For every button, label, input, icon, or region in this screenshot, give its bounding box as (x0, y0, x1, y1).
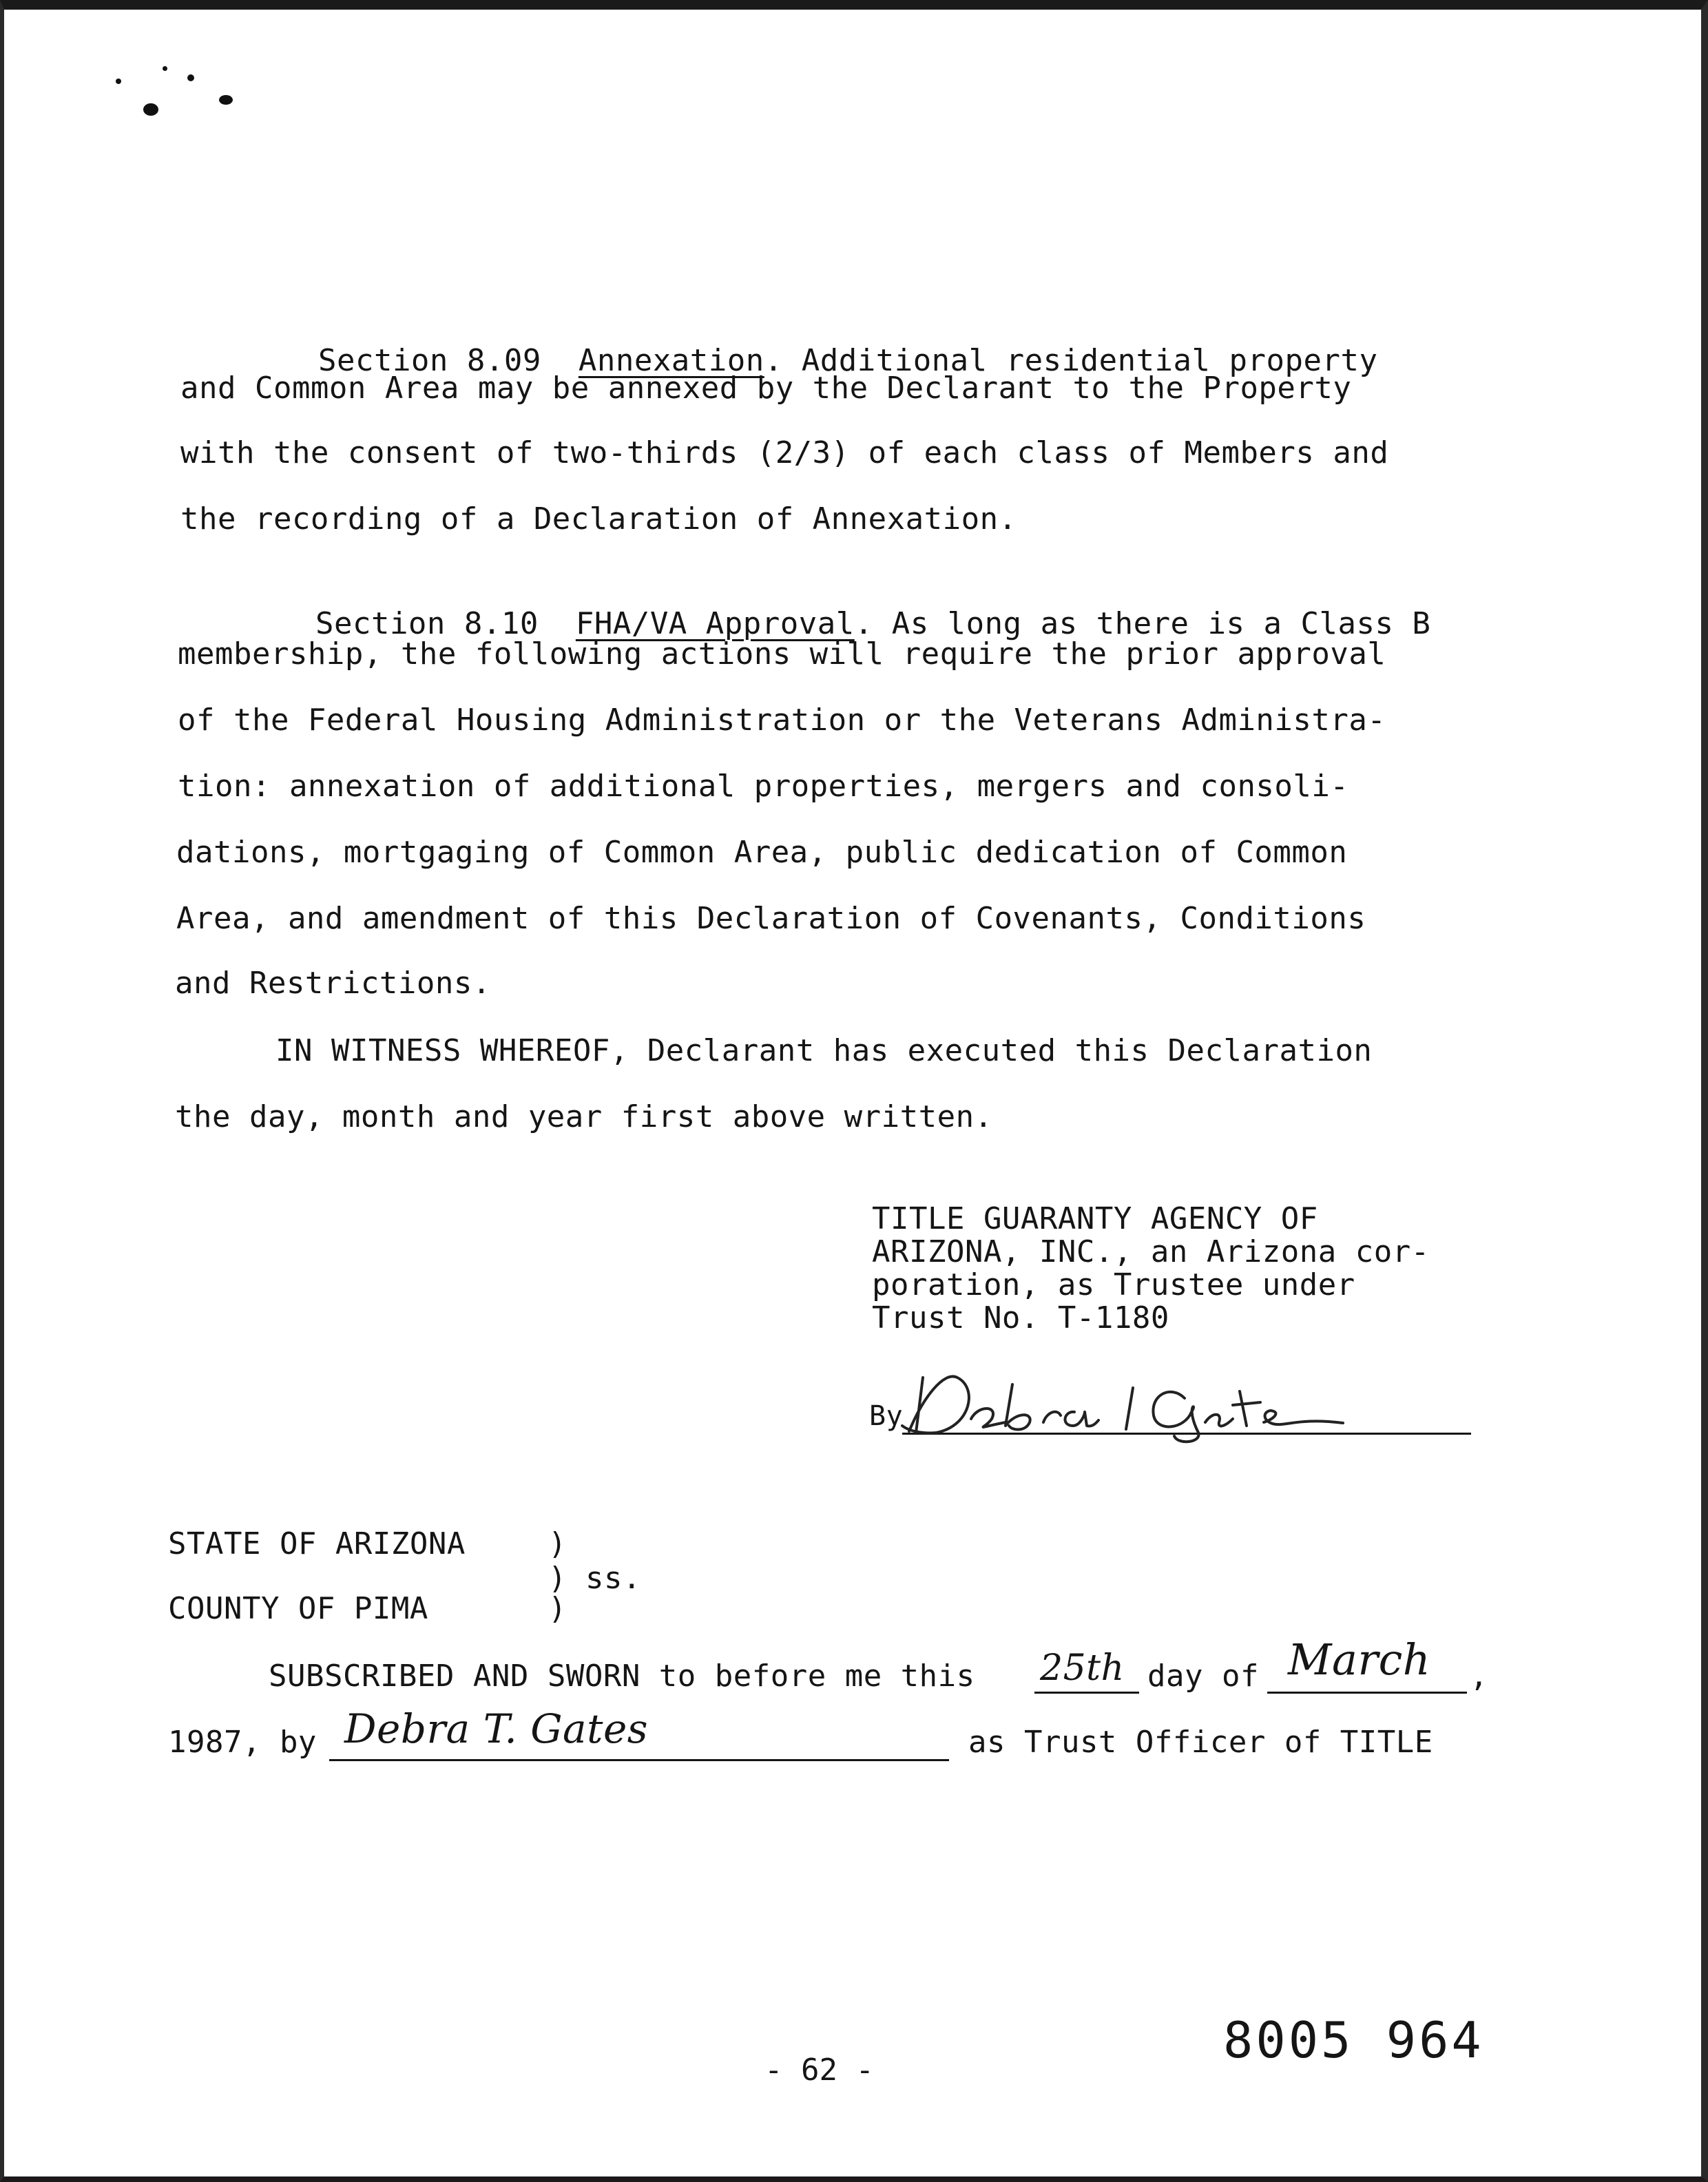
section-810-title: FHA/VA Approval (575, 606, 855, 641)
jurat-name-blank (329, 1759, 949, 1761)
section-810-line-4: tion: annexation of additional properties, mergers and consoli- (178, 769, 1349, 804)
section-810-line-2: membership, the following actions will require the prior approval (178, 636, 1386, 672)
section-810-line-3: of the Federal Housing Administration or the Veterans Administra- (178, 703, 1386, 738)
section-810-line-1: . As long as there is a Class B (854, 606, 1431, 641)
signatory-line-3: poration, as Trustee under (872, 1267, 1355, 1302)
section-809-line-4: the recording of a Declaration of Annexation. (180, 501, 1017, 537)
scan-speck (143, 103, 158, 116)
section-810-label: Section 8.10 (315, 606, 539, 641)
venue-ss: ) ss. (548, 1561, 641, 1596)
witness-line-1: IN WITNESS WHEREOF, Declarant has executed this Declaration (275, 1033, 1373, 1068)
section-809-line-1: . Additional residential property (764, 343, 1378, 378)
scan-speck (219, 95, 233, 105)
jurat-line-1-mid: day of (1147, 1659, 1259, 1694)
section-809-label: Section 8.09 (317, 343, 541, 378)
jurat-month-handwritten: March (1288, 1634, 1431, 1685)
witness-line-2: the day, month and year first above written. (175, 1099, 993, 1134)
section-810-line-7: and Restrictions. (175, 966, 491, 1001)
document-number: 8005 964 (1223, 2011, 1484, 2069)
signatory-line-4: Trust No. T-1180 (872, 1300, 1169, 1336)
jurat-day-handwritten: 25th (1040, 1648, 1125, 1689)
venue-paren-1: ) (548, 1526, 567, 1561)
section-810-line-6: Area, and amendment of this Declaration of Covenants, Conditions (176, 901, 1366, 936)
jurat-line-1-prefix: SUBSCRIBED AND SWORN to before me this (269, 1659, 975, 1694)
signature-debra-gates (895, 1357, 1350, 1446)
venue-state: STATE OF ARIZONA (168, 1526, 466, 1561)
section-810-line-5: dations, mortgaging of Common Area, public dedication of Common (176, 835, 1348, 870)
scan-speck (163, 66, 167, 71)
venue-paren-2: ) (548, 1591, 567, 1626)
signatory-line-1: TITLE GUARANTY AGENCY OF (872, 1201, 1318, 1236)
jurat-name-handwritten: Debra T. Gates (344, 1705, 649, 1752)
by-label: By (869, 1400, 904, 1432)
jurat-line-2-suffix: as Trust Officer of TITLE (968, 1725, 1433, 1760)
jurat-day-blank (1034, 1692, 1139, 1694)
section-809-title: Annexation (578, 343, 764, 378)
section-809-line-2: and Common Area may be annexed by the Declarant to the Property (180, 371, 1352, 406)
page-number: - 62 - (764, 2053, 874, 2088)
signatory-line-2: ARIZONA, INC., an Arizona cor- (872, 1234, 1430, 1269)
scan-speck (187, 74, 194, 81)
section-809-heading (281, 307, 1377, 379)
section-810-heading (278, 570, 1430, 642)
scan-speck (116, 79, 121, 84)
jurat-month-blank (1267, 1692, 1467, 1694)
jurat-line-1-comma: , (1470, 1659, 1488, 1694)
jurat-line-2-prefix: 1987, by (168, 1725, 317, 1760)
venue-county: COUNTY OF PIMA (168, 1591, 428, 1626)
section-809-line-3: with the consent of two-thirds (2/3) of each class of Members and (180, 435, 1389, 470)
